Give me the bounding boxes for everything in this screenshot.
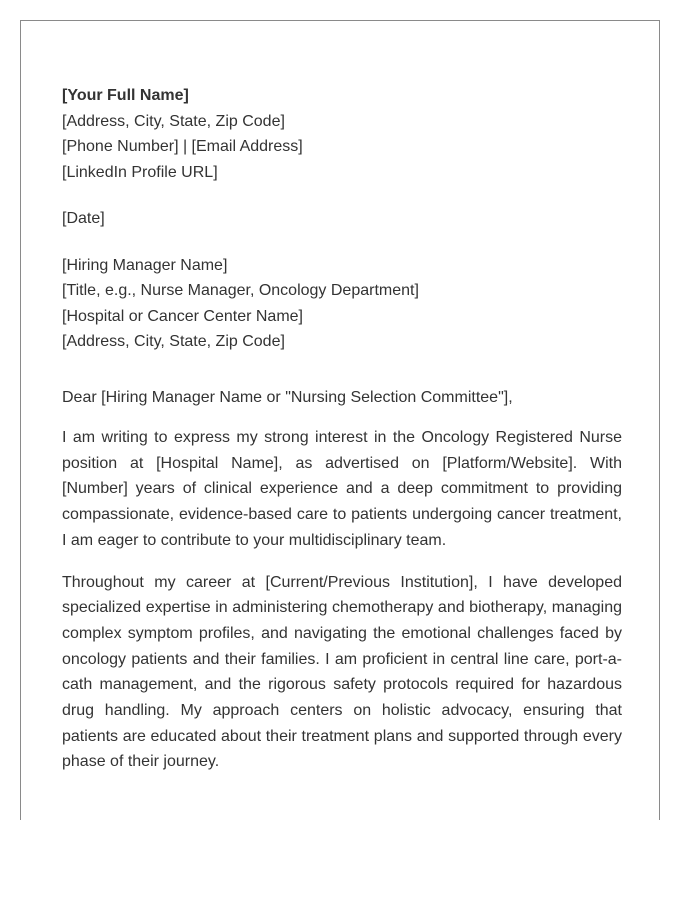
document-page bbox=[20, 20, 660, 820]
sender-linkedin: [LinkedIn Profile URL] bbox=[62, 163, 218, 181]
salutation: Dear [Hiring Manager Name or "Nursing Selection Committee"], bbox=[62, 388, 513, 406]
sender-address: [Address, City, State, Zip Code] bbox=[62, 112, 285, 130]
recipient-address: [Address, City, State, Zip Code] bbox=[62, 333, 285, 350]
sender-name: [Your Full Name] bbox=[62, 87, 189, 104]
recipient-organization: [Hospital or Cancer Center Name] bbox=[62, 307, 303, 325]
body-paragraph-2: Throughout my career at [Current/Previous Institution], I have developed specialized expertise in administering chemotherapy and biotherapy, managing complex symptom profiles, and navigating the emotional challenges faced by oncology patients and their families. I am proficient in central line care, port-a-cath management, and the rigorous safety protocols required for hazardous drug handling. My approach centers on holistic advocacy, ensuring that patients are educated about their treatment plans and supported through every phase of their journey. bbox=[62, 573, 622, 771]
recipient-name: [Hiring Manager Name] bbox=[62, 256, 228, 274]
recipient-title: [Title, e.g., Nurse Manager, Oncology Department] bbox=[62, 282, 419, 299]
cover-letter bbox=[62, 83, 622, 791]
recipient-block bbox=[62, 253, 622, 355]
letter-date: [Date] bbox=[62, 210, 105, 227]
date-block bbox=[62, 206, 622, 232]
body-paragraph-1: I am writing to express my strong interest in the Oncology Registered Nurse position at [Hospital Name], as advertised on [Platform/Website]. With [Number] years of clinical experience and a deep commitment to providing compassionate, evidence-based care to patients undergoing cancer treatment, I am eager to contribute to your multidisciplinary team. bbox=[62, 429, 622, 549]
sender-block bbox=[62, 83, 622, 185]
sender-contact: [Phone Number] | [Email Address] bbox=[62, 138, 303, 155]
